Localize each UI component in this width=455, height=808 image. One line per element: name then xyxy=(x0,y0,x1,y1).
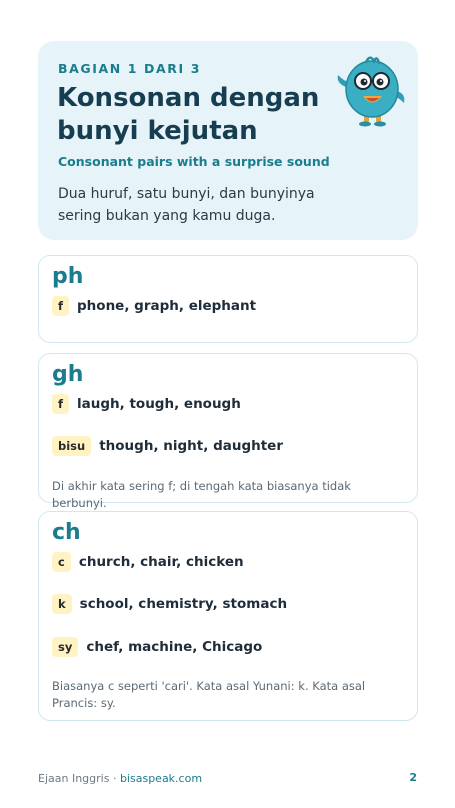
sound-row xyxy=(52,552,244,572)
sound-badge: sy xyxy=(52,637,78,657)
card-gh xyxy=(38,353,418,510)
page-title: Konsonan dengan bunyi kejutan xyxy=(57,83,320,146)
mascot-bird-icon xyxy=(332,53,412,127)
example-words: laugh, tough, enough xyxy=(77,396,241,412)
card-title: gh xyxy=(52,362,84,387)
example-words: though, night, daughter xyxy=(99,438,283,454)
card-title: ph xyxy=(52,264,84,289)
page-subtitle: Consonant pairs with a surprise sound xyxy=(58,154,330,169)
sound-row xyxy=(52,637,262,657)
sound-row xyxy=(52,594,287,614)
card-ch xyxy=(38,511,418,721)
sound-badge: f xyxy=(52,394,69,414)
example-words: church, chair, chicken xyxy=(78,554,244,570)
card-note: Di akhir kata sering f; di tengah kata biasanya tidak berbunyi. xyxy=(52,479,351,510)
page-number: 2 xyxy=(409,771,417,784)
sound-badge: bisu xyxy=(52,436,91,456)
section-kicker: BAGIAN 1 DARI 3 xyxy=(58,61,202,76)
card-title: ch xyxy=(52,520,81,545)
page-description: Dua huruf, satu bunyi, dan bunyinya sering bukan yang kamu duga. xyxy=(58,186,315,224)
footer-credit xyxy=(38,772,202,785)
sound-row xyxy=(52,296,256,316)
sound-badge: k xyxy=(52,594,72,614)
example-words: phone, graph, elephant xyxy=(77,298,257,314)
sound-row xyxy=(52,436,283,456)
card-ph xyxy=(38,255,418,343)
sound-row xyxy=(52,394,241,414)
footer-brand: Ejaan Inggris xyxy=(38,772,110,785)
intro-panel xyxy=(38,41,418,240)
sound-badge: c xyxy=(52,552,71,572)
example-words: chef, machine, Chicago xyxy=(86,639,263,655)
sound-badge: f xyxy=(52,296,69,316)
example-words: school, chemistry, stomach xyxy=(79,596,288,612)
footer-site-link[interactable]: bisaspeak.com xyxy=(119,772,203,785)
footer-separator: · xyxy=(112,772,117,785)
card-note: Biasanya c seperti 'cari'. Kata asal Yunani: k. Kata asal Prancis: sy. xyxy=(52,679,366,710)
